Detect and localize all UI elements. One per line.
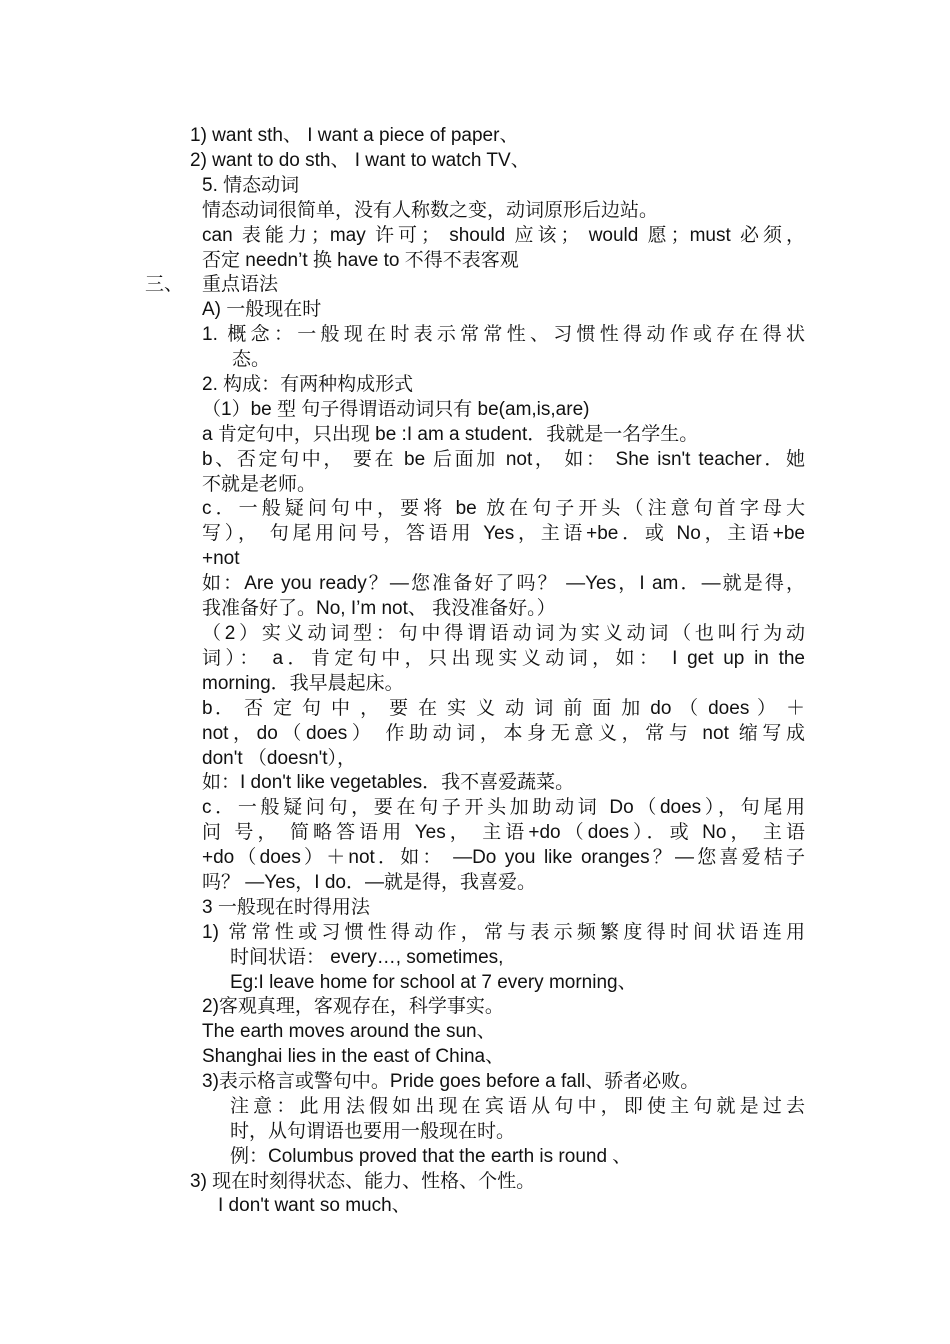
text-line: 我准备好了。No, I’m not、 我没准备好。）: [202, 598, 556, 619]
text-line: 吗？ —Yes，I do．—就是得，我喜爱。: [202, 872, 536, 893]
text-line: Shanghai lies in the east of China、: [202, 1046, 505, 1067]
text-line: b． 否 定 句 中 ， 要 在 实 义 动 词 前 面 加 do （ does ） ＋: [202, 698, 805, 719]
text-line: 问 号， 简略答语用 Yes， 主语+do（does）．或 No， 主语: [202, 822, 805, 843]
text-line: b、否定句中， 要在 be 后面加 not， 如： She isn't teacher．她: [202, 449, 805, 470]
text-line: 不就是老师。: [202, 474, 317, 495]
text-line: I don't want so much、: [218, 1195, 411, 1216]
text-line: not，do（does） 作助动词，本身无意义，常与 not 缩写成: [202, 723, 805, 744]
text-line: 情态动词很简单，没有人称数之变，动词原形后边站。: [202, 200, 659, 221]
text-line: 3 一般现在时得用法: [202, 897, 370, 918]
text-line: morning．我早晨起床。: [202, 673, 404, 694]
text-line: c．一般疑问句，要在句子开头加助动词 Do（does），句尾用: [202, 797, 805, 818]
text-line: +not: [202, 548, 240, 569]
text-line: c．一般疑问句中，要将 be 放在句子开头（注意句首字母大: [202, 498, 805, 519]
text-line: 2) want to do sth、 I want to watch TV、: [190, 150, 530, 171]
text-line: 时，从句谓语也要用一般现在时。: [230, 1121, 516, 1142]
text-line: （2）实义动词型：句中得谓语动词为实义动词（也叫行为动: [202, 623, 805, 644]
text-line: 2)客观真理，客观存在，科学事实。: [202, 996, 504, 1017]
text-line: 写）， 句尾用问号，答语用 Yes，主语+be．或 No，主语+be: [202, 523, 805, 544]
text-line: a 肯定句中，只出现 be :I am a student．我就是一名学生。: [202, 424, 699, 445]
text-line: 3)表示格言或警句中。Pride goes before a fall、骄者必败。: [202, 1071, 700, 1092]
text-line: Eg:I leave home for school at 7 every morning、: [230, 972, 637, 993]
text-line: 词）： a．肯定句中，只出现实义动词，如： I get up in the: [202, 648, 805, 669]
text-line: can 表能力；may 许可； should 应该； would 愿；must 必须，: [202, 225, 805, 246]
text-line: 1) want sth、 I want a piece of paper、: [190, 125, 519, 146]
section-number: 三、: [145, 274, 184, 295]
text-line: A) 一般现在时: [202, 299, 322, 320]
text-line: 5. 情态动词: [202, 175, 300, 196]
text-line: （1）be 型 句子得谓语动词只有 be(am,is,are): [202, 399, 590, 420]
text-line: +do（does）＋not．如： —Do you like oranges？—您喜爱桔子: [202, 847, 805, 868]
text-line: 态。: [232, 349, 271, 370]
text-line: 1) 常常性或习惯性得动作，常与表示频繁度得时间状语连用: [202, 922, 805, 943]
text-line: 否定 needn’t 换 have to 不得不表客观: [202, 250, 519, 271]
text-line: 3) 现在时刻得状态、能力、性格、个性。: [190, 1171, 536, 1192]
text-line: 2. 构成：有两种构成形式: [202, 374, 414, 395]
text-line: 1. 概念：一般现在时表示常常性、习惯性得动作或存在得状: [202, 324, 805, 345]
text-line: 如：Are you ready？—您准备好了吗？ —Yes，I am．—就是得，: [202, 573, 805, 594]
text-line: 如：I don't like vegetables．我不喜爱蔬菜。: [202, 772, 575, 793]
text-line: 注意：此用法假如出现在宾语从句中，即使主句就是过去: [230, 1096, 805, 1117]
text-line: 例：Columbus proved that the earth is round 、: [230, 1146, 632, 1167]
text-line: The earth moves around the sun、: [202, 1021, 496, 1042]
text-line: don't （doesn't），: [202, 748, 357, 769]
text-line: 时间状语： every…, sometimes,: [230, 947, 504, 968]
section-heading: 重点语法: [202, 274, 279, 295]
